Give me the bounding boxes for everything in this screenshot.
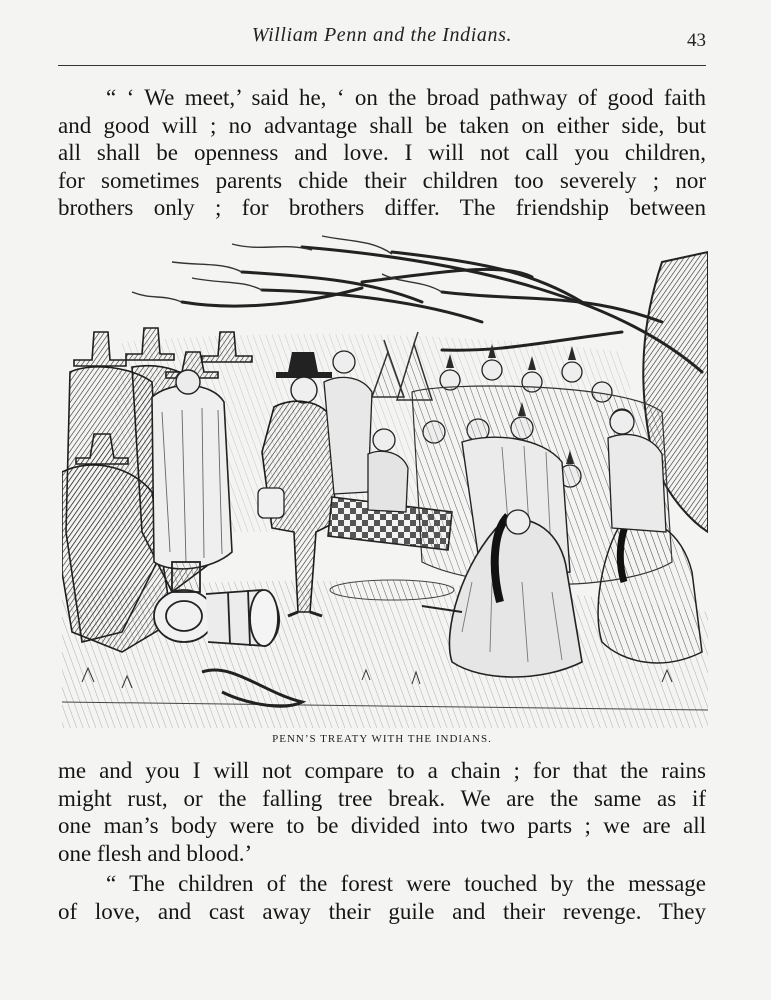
text-line: “ The children of the forest were touched by the message bbox=[106, 871, 706, 896]
text-line: all shall be openness and love. I will not call you children, bbox=[58, 140, 706, 165]
text-line: one man’s body were to be divided into two parts ; we are all bbox=[58, 813, 706, 838]
header-rule bbox=[58, 65, 706, 66]
text-line: and good will ; no advantage shall be taken on either side, but bbox=[58, 112, 706, 138]
engraving-illustration bbox=[62, 232, 708, 728]
text-line: one flesh and blood.’ bbox=[58, 840, 253, 866]
figure-caption: PENN’S TREATY WITH THE INDIANS. bbox=[272, 733, 492, 745]
text-line: brothers only ; for brothers differ. The friendship between bbox=[58, 195, 706, 220]
text-line: for sometimes parents chide their children too severely ; nor bbox=[58, 167, 706, 193]
text-line: “ ‘ We meet,’ said he, ‘ on the broad pathway of good faith bbox=[106, 85, 706, 110]
bottom-paragraph-1 bbox=[58, 757, 706, 867]
text-line: might rust, or the falling tree break. We are the same as if bbox=[58, 785, 706, 811]
running-title: William Penn and the Indians. bbox=[251, 24, 513, 46]
running-header bbox=[58, 24, 706, 54]
treaty-engraving bbox=[62, 232, 708, 728]
text-line: me and you I will not compare to a chain ; for that the rains bbox=[58, 758, 706, 783]
page-number: 43 bbox=[687, 30, 706, 51]
top-paragraph bbox=[58, 84, 706, 222]
text-line: of love, and cast away their guile and their revenge. They bbox=[58, 898, 706, 924]
bottom-paragraph-2 bbox=[58, 870, 706, 925]
